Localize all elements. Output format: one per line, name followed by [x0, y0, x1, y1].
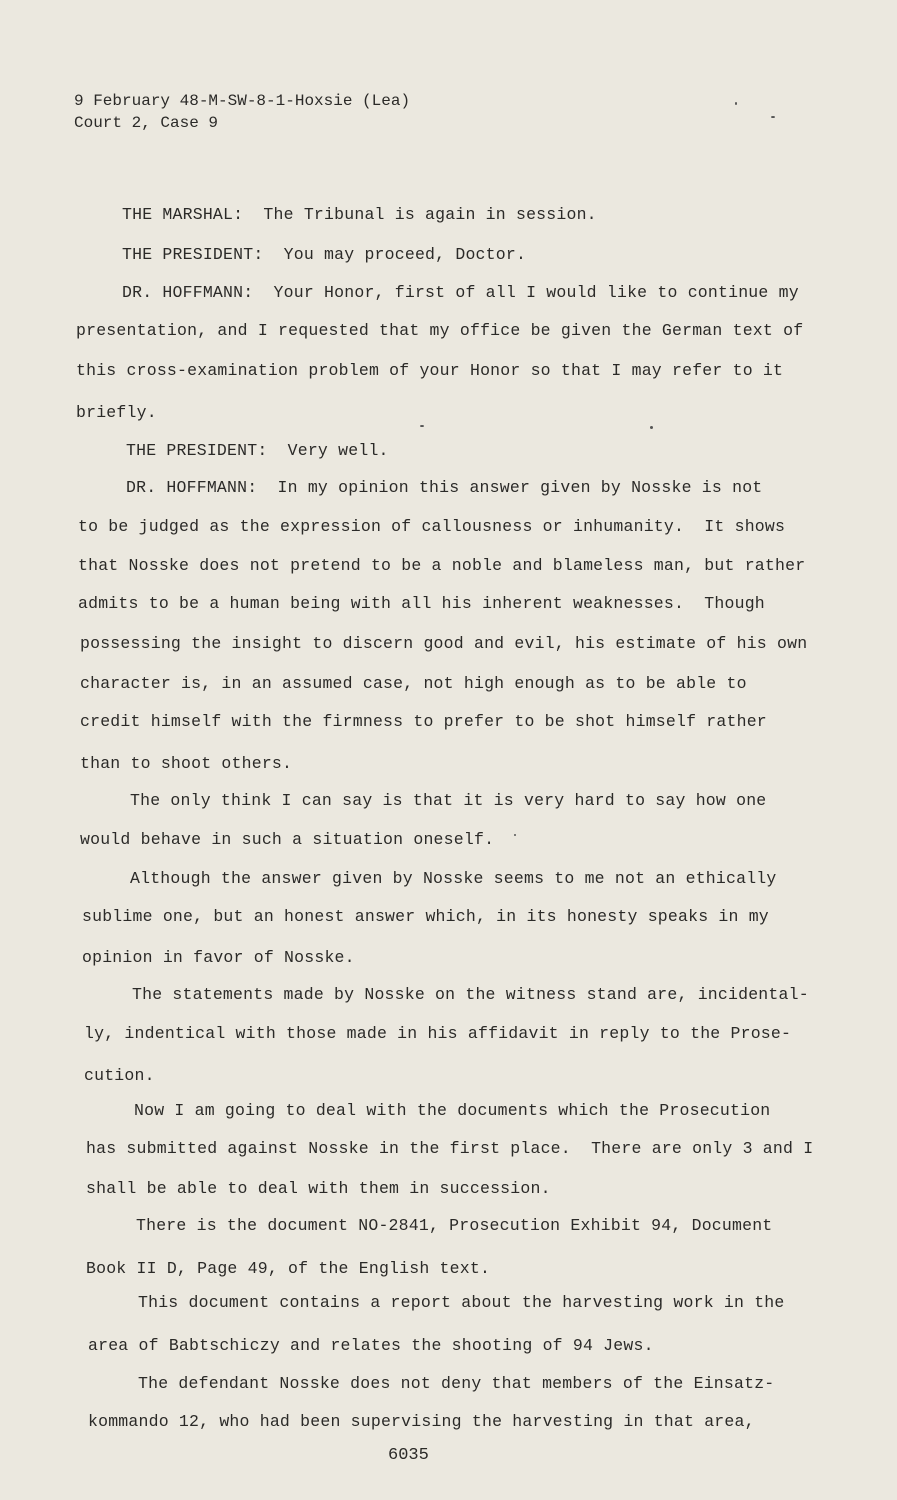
text-line: would behave in such a situation oneself.	[80, 830, 495, 849]
text-line: possessing the insight to discern good and evil, his estimate of his own	[80, 634, 808, 653]
text-line: This document contains a report about the harvesting work in the	[138, 1293, 785, 1312]
text-line: Although the answer given by Nosske seems to me not an ethically	[130, 869, 777, 888]
paper-speck	[514, 834, 516, 836]
text-line: has submitted against Nosske in the first place. There are only 3 and I	[86, 1139, 814, 1158]
paper-speck	[771, 116, 775, 118]
text-line: briefly.	[76, 403, 157, 422]
text-line: THE PRESIDENT: You may proceed, Doctor.	[122, 245, 527, 264]
paper-speck	[650, 426, 653, 429]
header-court-line: Court 2, Case 9	[74, 114, 219, 132]
document-header	[74, 90, 410, 134]
text-line: DR. HOFFMANN: In my opinion this answer given by Nosske is not	[126, 478, 763, 497]
text-line: shall be able to deal with them in succession.	[86, 1179, 551, 1198]
text-line: The defendant Nosske does not deny that members of the Einsatz-	[138, 1374, 775, 1393]
text-line: Now I am going to deal with the documents which the Prosecution	[134, 1101, 771, 1120]
text-line: sublime one, but an honest answer which, in its honesty speaks in my	[82, 907, 769, 926]
text-line: DR. HOFFMANN: Your Honor, first of all I would like to continue my	[122, 283, 799, 302]
text-line: this cross-examination problem of your Honor so that I may refer to it	[76, 361, 784, 380]
page-number: 6035	[388, 1446, 429, 1465]
text-line: THE PRESIDENT: Very well.	[126, 441, 389, 460]
text-line: THE MARSHAL: The Tribunal is again in session.	[122, 205, 597, 224]
text-line: area of Babtschiczy and relates the shooting of 94 Jews.	[88, 1336, 654, 1355]
text-line: presentation, and I requested that my office be given the German text of	[76, 321, 804, 340]
text-line: There is the document NO-2841, Prosecution Exhibit 94, Document	[136, 1216, 773, 1235]
text-line: cution.	[84, 1066, 155, 1085]
text-line: kommando 12, who had been supervising the harvesting in that area,	[88, 1412, 755, 1431]
text-line: The statements made by Nosske on the witness stand are, incidental-	[132, 985, 809, 1004]
paper-speck	[735, 102, 737, 105]
text-line: to be judged as the expression of callousness or inhumanity. It shows	[78, 517, 786, 536]
text-line: than to shoot others.	[80, 754, 293, 773]
text-line: that Nosske does not pretend to be a noble and blameless man, but rather	[78, 556, 806, 575]
text-line: credit himself with the firmness to prefer to be shot himself rather	[80, 712, 767, 731]
text-line: character is, in an assumed case, not high enough as to be able to	[80, 674, 747, 693]
text-line: opinion in favor of Nosske.	[82, 948, 355, 967]
text-line: admits to be a human being with all his inherent weaknesses. Though	[78, 594, 765, 613]
text-line: Book II D, Page 49, of the English text.	[86, 1259, 491, 1278]
text-line: ly, indentical with those made in his affidavit in reply to the Prose-	[84, 1024, 792, 1043]
header-date-line: 9 February 48-M-SW-8-1-Hoxsie (Lea)	[74, 92, 411, 110]
paper-speck	[420, 425, 424, 427]
text-line: The only think I can say is that it is very hard to say how one	[130, 791, 767, 810]
